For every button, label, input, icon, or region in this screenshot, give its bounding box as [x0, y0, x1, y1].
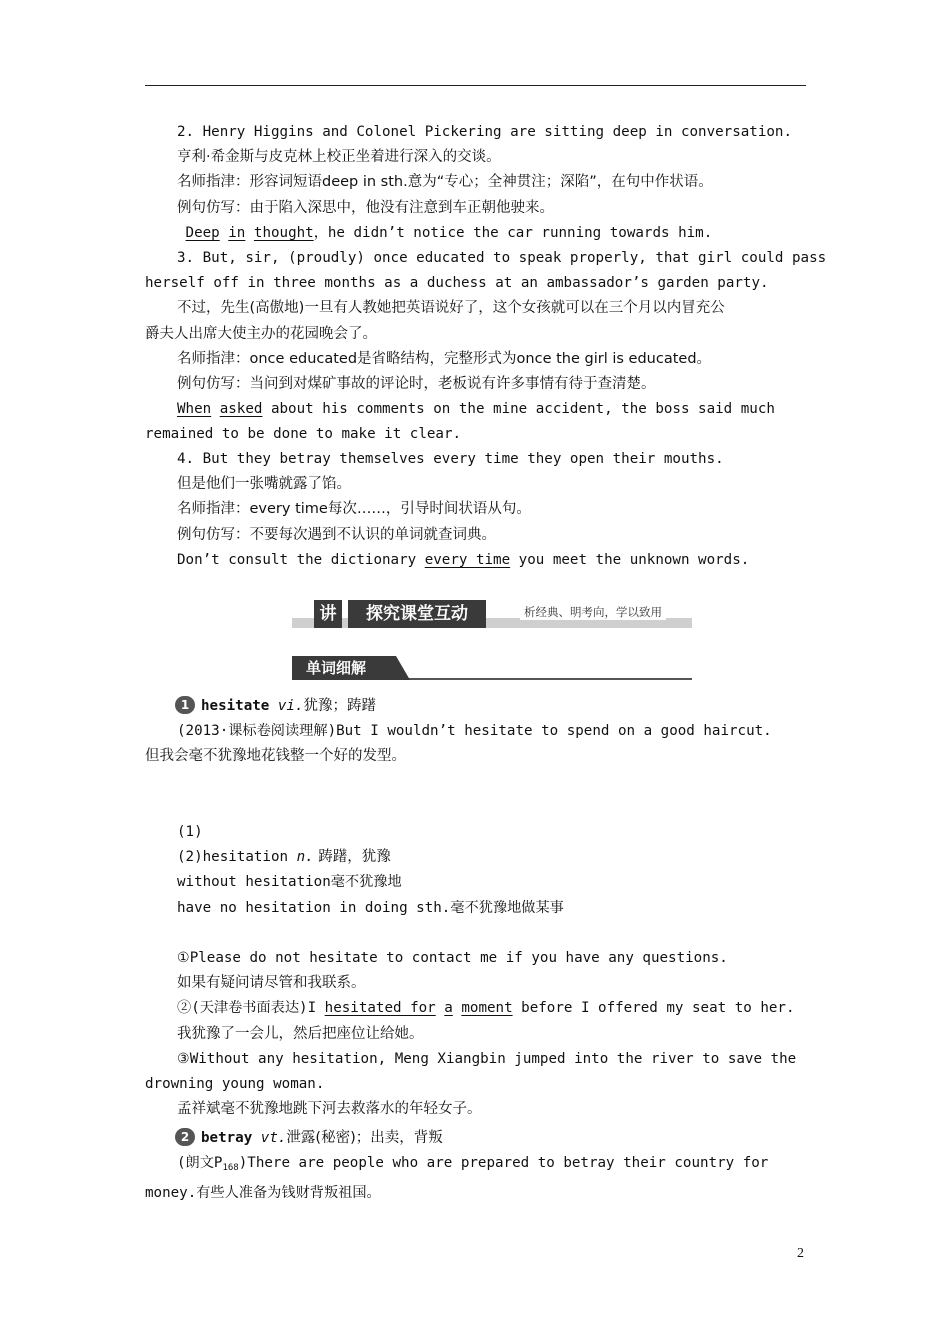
sentence-3-block	[145, 246, 827, 448]
source-text: (朗文P	[177, 1155, 223, 1172]
sentence-3-note: 名师指津：once educated是省略结构，完整形式为once the girl is educated。	[177, 350, 712, 367]
word-1-heading	[145, 694, 806, 719]
example-2-chinese: 我犹豫了一会儿，然后把座位让给她。	[177, 1025, 424, 1042]
page-number: 2	[797, 1246, 804, 1261]
banner-tag: 讲	[314, 600, 342, 628]
sentence-3-chinese-line-2: 爵夫人出席大使主办的花园晚会了。	[145, 325, 377, 342]
example-text: )There are people who are prepared to betray their country for	[238, 1155, 769, 1172]
word-2-meaning: 泄露(秘密)；出卖，背叛	[286, 1130, 443, 1146]
word-1-form-1: (1)	[177, 824, 203, 840]
sentence-4-block	[145, 447, 806, 573]
sentence-2-chinese: 亨利·希金斯与皮克林上校正坐着进行深入的交谈。	[177, 149, 501, 166]
word-1-example-chinese: 但我会毫不犹豫地花钱整一个好的发型。	[145, 748, 406, 765]
example-text: before I offered my seat to her.	[512, 1000, 795, 1017]
word-1-phrase-1: without hesitation毫不犹豫地	[177, 874, 402, 891]
sentence-4-imitate-answer	[145, 548, 806, 573]
answer-underline: hesitated for	[324, 1000, 436, 1017]
header-rule	[145, 85, 806, 86]
sentence-2-block	[145, 120, 806, 246]
example-text: ②(天津卷书面表达)I	[177, 1000, 325, 1017]
answer-underline: moment	[461, 1000, 513, 1017]
sentence-3-imitate-answer-line-1	[145, 397, 806, 422]
word-1-headword: hesitate	[201, 698, 270, 714]
sentence-3-imitate-answer-line-2: remained to be done to make it clear.	[145, 426, 462, 443]
word-2-block	[145, 1126, 806, 1207]
sentence-2-english: 2. Henry Higgins and Colonel Pickering are sitting deep in conversation.	[177, 124, 792, 140]
answer-underline: asked	[219, 401, 263, 418]
word-1-block	[145, 694, 806, 770]
answer-underline: every time	[424, 551, 511, 568]
word-2-example-line-2: money.有些人准备为钱财背叛祖国。	[145, 1185, 381, 1202]
number-badge-icon: 1	[175, 696, 195, 714]
example-3-chinese: 孟祥斌毫不犹豫地跳下河去救落水的年轻女子。	[177, 1101, 482, 1118]
sentence-2-imitate-prompt: 例句仿写：由于陷入深思中，他没有注意到车正朝他驶来。	[177, 199, 554, 216]
word-2-heading	[145, 1126, 806, 1151]
answer-underline: thought	[253, 224, 314, 241]
subsection-title: 单词细解	[292, 656, 396, 680]
sentence-3-chinese-line-1: 不过，先生(高傲地)一旦有人教她把英语说好了，这个女孩就可以在三个月以内冒充公	[177, 300, 725, 317]
sentence-3-english-line-1: 3. But, sir, (proudly) once educated to speak properly, that girl could pass	[177, 250, 827, 266]
sentence-4-chinese: 但是他们一张嘴就露了馅。	[177, 476, 351, 493]
answer-text: ，he didn’t notice the car running towards him.	[313, 224, 713, 241]
word-2-pos: vt.	[260, 1130, 287, 1146]
sentence-2-imitate-answer	[145, 221, 806, 246]
sentence-4-imitate-prompt: 例句仿写：不要每次遇到不认识的单词就查词典。	[177, 526, 496, 543]
answer-underline: a	[444, 1000, 453, 1017]
answer-text: Don’t consult the dictionary	[177, 551, 425, 568]
section-banner	[292, 598, 692, 630]
word-1-pos: vi.	[277, 698, 304, 714]
answer-underline: When	[177, 401, 212, 418]
sentence-4-note: 名师指津：every time每次……，引导时间状语从句。	[177, 501, 531, 518]
word-2-headword: betray	[201, 1130, 253, 1146]
word-1-meaning: 犹豫；踌躇	[303, 698, 377, 714]
sentence-3-english-line-2: herself off in three months as a duchess at an ambassador’s garden party.	[145, 275, 769, 292]
example-1-english: ①Please do not hesitate to contact me if you have any questions.	[177, 950, 728, 966]
form-pos: n.	[296, 849, 314, 866]
form-meaning: 踌躇，犹豫	[313, 849, 391, 866]
sentence-4-english: 4. But they betray themselves every time they open their mouths.	[177, 451, 724, 467]
form-text: (2)hesitation	[177, 849, 297, 866]
word-1-phrase-2: have no hesitation in doing sth.毫不犹豫地做某事	[177, 899, 564, 916]
answer-text: about his comments on the mine accident, the boss said much	[262, 401, 775, 418]
sentence-3-imitate-prompt: 例句仿写：当问到对煤矿事故的评论时，老板说有许多事情有待于查清楚。	[177, 376, 656, 393]
number-badge-icon: 2	[175, 1128, 195, 1146]
word-1-forms	[145, 820, 806, 921]
source-page: 168	[222, 1163, 239, 1174]
word-1-examples	[145, 946, 806, 1122]
example-3-english-line-2: drowning young woman.	[145, 1076, 325, 1093]
sentence-2-note: 名师指津：形容词短语deep in sth.意为“专心；全神贯注；深陷”，在句中作状语。	[177, 174, 713, 191]
banner-title: 探究课堂互动	[348, 600, 486, 628]
answer-underline: in	[228, 224, 246, 241]
example-1-chinese: 如果有疑问请尽管和我联系。	[177, 975, 366, 992]
word-1-form-2	[145, 845, 806, 870]
subsection-banner	[292, 654, 692, 682]
example-2-english	[145, 996, 806, 1021]
word-1-example-english: (2013·课标卷阅读理解)But I wouldn’t hesitate to spend on a good haircut.	[177, 723, 772, 740]
word-2-example-line-1	[145, 1151, 806, 1181]
answer-underline: Deep	[185, 224, 220, 241]
answer-text: you meet the unknown words.	[510, 551, 750, 568]
example-3-english-line-1: ③Without any hesitation, Meng Xiangbin jumped into the river to save the	[177, 1050, 797, 1067]
banner-subtitle: 析经典、明考向，学以致用	[520, 604, 666, 620]
